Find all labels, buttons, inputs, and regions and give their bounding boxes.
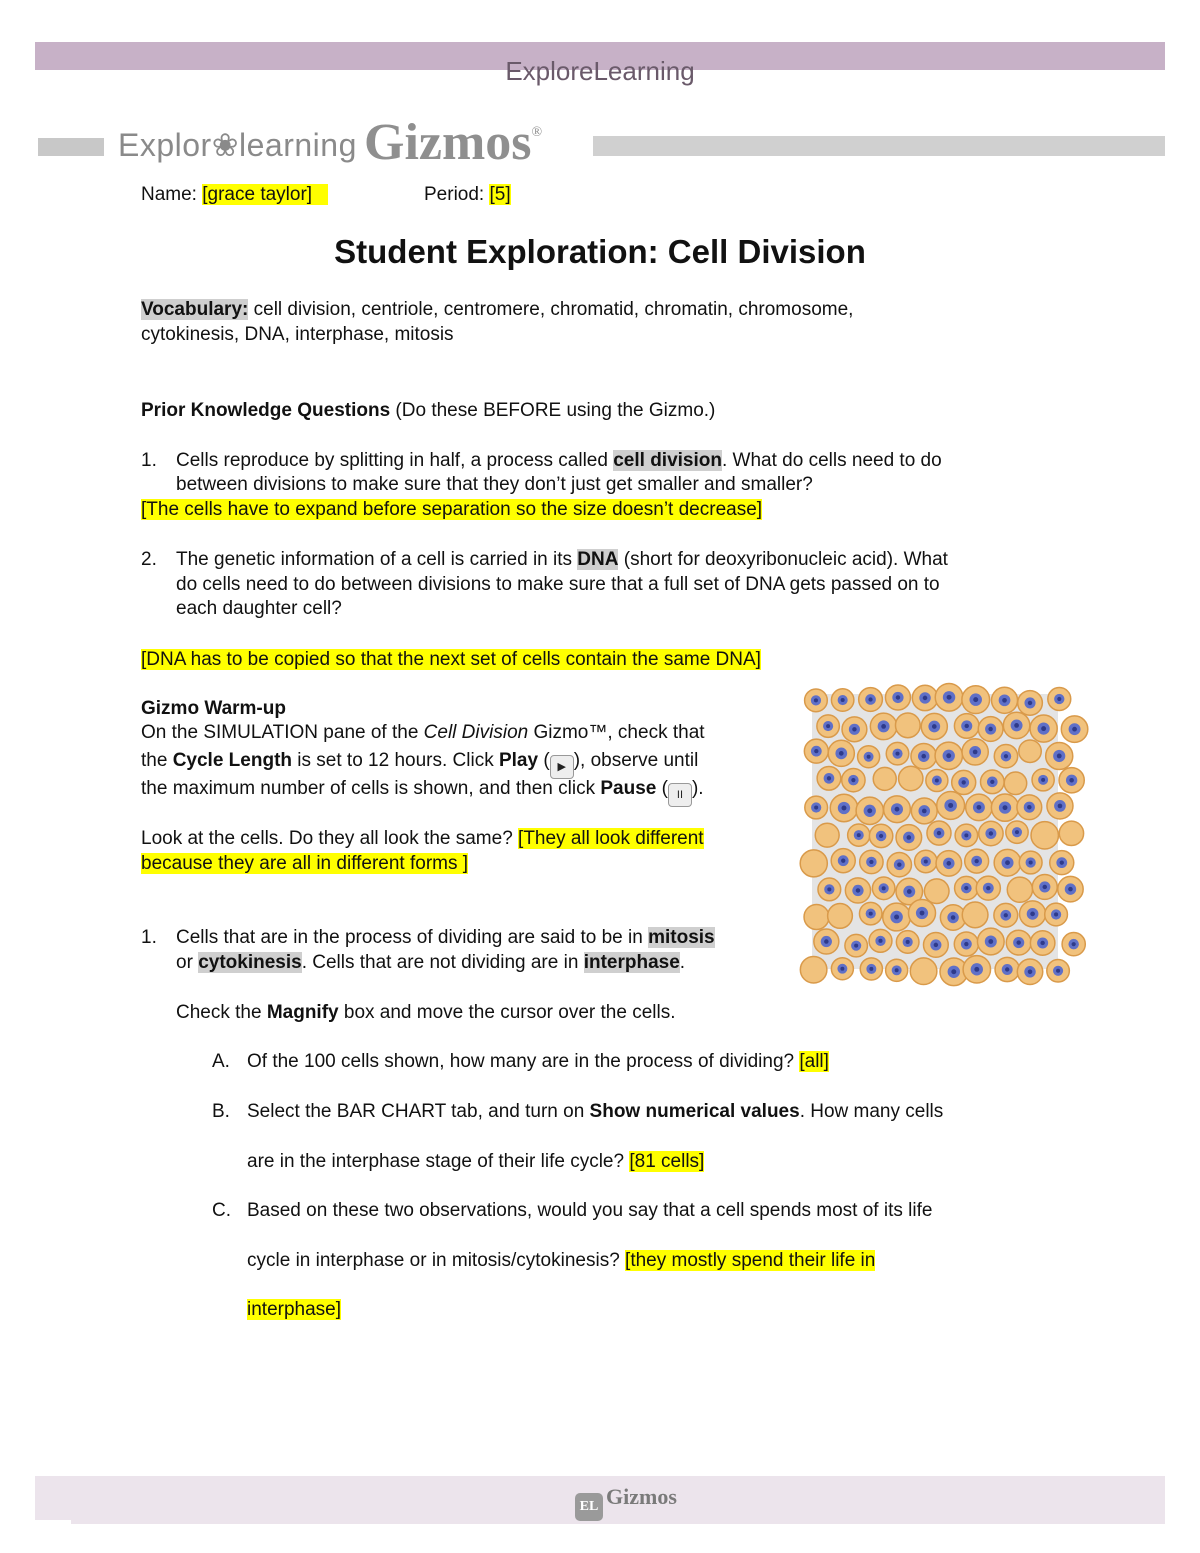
cell: [977, 928, 1004, 955]
term-mitosis: mitosis: [648, 927, 715, 948]
sub-c-line-1: Based on these two observations, would you say that a cell spends most of its life: [247, 1200, 933, 1221]
sub-c-line-2: [247, 1248, 875, 1273]
vocabulary-terms-2: cytokinesis, DNA, interphase, mitosis: [141, 324, 454, 345]
cell: [921, 713, 947, 739]
cell: [1058, 876, 1083, 901]
cell: [1017, 795, 1042, 820]
cell: [965, 849, 989, 873]
logo-right-bar: [593, 136, 1165, 156]
cell: [1019, 851, 1042, 874]
sub-a-label: A.: [212, 1051, 230, 1072]
cell: [1006, 930, 1031, 955]
vocabulary-terms-1: cell division, centriole, centromere, chromatid, chromatin, chromosome,: [248, 299, 854, 320]
term-cell-division: cell division: [613, 450, 722, 471]
cell: [830, 794, 857, 821]
pk-q2-number: 2.: [141, 549, 157, 570]
cell: [805, 689, 828, 712]
cell: [817, 715, 839, 737]
cell: [954, 932, 978, 956]
sub-b-answer: [81 cells]: [629, 1151, 705, 1172]
explorelearning-logo: Explor❀learning: [118, 127, 357, 163]
warmup-line-1: [141, 720, 705, 745]
cell: [842, 717, 867, 742]
warmup-l2-b: is set to 12 hours. Click: [292, 750, 499, 771]
look-answer-1: [They all look different: [518, 828, 704, 849]
top-banner: [35, 42, 1165, 86]
pk-q2-text-b: (short for deoxyribonucleic acid). What: [618, 549, 948, 570]
footer-gizmos-logo: [575, 1484, 677, 1521]
mitosis-q-line-2: [176, 950, 685, 975]
cell: [869, 824, 892, 847]
cell: [927, 821, 951, 845]
cell: [1020, 901, 1046, 927]
cell: [991, 794, 1018, 821]
gizmos-logo-text: Gizmos: [364, 114, 532, 171]
cell: [995, 957, 1019, 981]
cell: [955, 824, 978, 847]
cell: [963, 956, 990, 983]
cell: [1032, 769, 1054, 791]
pk-q1-number: 1.: [141, 450, 157, 471]
cell: [1047, 793, 1073, 819]
cell: [885, 685, 910, 710]
sub-a-answer: [all]: [799, 1051, 829, 1072]
term-dna: DNA: [577, 549, 619, 570]
cell: [994, 849, 1021, 876]
cell: [1030, 715, 1057, 742]
cell: [872, 877, 895, 900]
cell: [962, 739, 988, 765]
cell: [1031, 822, 1058, 849]
prior-knowledge-subtitle: (Do these BEFORE using the Gizmo.): [390, 400, 716, 421]
cell: [1006, 821, 1028, 843]
cell: [911, 798, 937, 824]
term-cytokinesis: cytokinesis: [198, 952, 302, 973]
cell: [842, 768, 865, 791]
cell: [915, 850, 938, 873]
cell: [994, 903, 1018, 927]
warmup-gizmo-name: Cell Division: [423, 722, 529, 743]
name-line: [141, 182, 328, 207]
cell: [856, 797, 883, 824]
cell: [887, 853, 911, 877]
cell: [886, 959, 908, 981]
sub-a-line: [247, 1049, 829, 1074]
cell: [870, 713, 897, 740]
look-question-line-2: [141, 851, 468, 876]
cell: [926, 769, 948, 791]
cell: [886, 742, 909, 765]
cell: [1059, 821, 1083, 845]
warmup-l3-c: ).: [691, 778, 704, 799]
cell: [924, 879, 949, 904]
explorelearning-mark-icon: EL: [575, 1493, 603, 1521]
warmup-heading: [141, 696, 286, 721]
cell: [896, 825, 922, 851]
pk-q2-line-2: do cells need to do between divisions to make sure that a full set of DNA gets passed on to: [176, 574, 940, 595]
period-line: [424, 182, 511, 207]
cell: [1032, 874, 1057, 899]
warmup-l2-d: ), observe until: [573, 750, 699, 771]
sub-b-line-1: [247, 1099, 943, 1124]
sub-b-text-a: Select the BAR CHART tab, and turn on: [247, 1101, 590, 1122]
pk-q1-text-a: Cells reproduce by splitting in half, a process called: [176, 450, 614, 471]
mitosis-q-line-1: [176, 925, 715, 950]
cell: [1017, 959, 1042, 984]
sub-c-answer-2: interphase]: [247, 1299, 342, 1320]
registered-mark: ®: [531, 125, 543, 140]
term-cycle-length: Cycle Length: [172, 750, 293, 771]
term-pause: Pause: [600, 778, 657, 799]
cell: [805, 796, 828, 819]
page-title: Student Exploration: Cell Division: [334, 233, 866, 270]
cell: [980, 770, 1004, 794]
cell: [962, 686, 990, 714]
cell: [896, 931, 919, 954]
sub-b-text-b: . How many cells: [799, 1101, 944, 1122]
mitosis-q-text-b: or: [176, 952, 199, 973]
cell: [831, 958, 853, 980]
sub-a-text: Of the 100 cells shown, how many are in the process of dividing?: [247, 1051, 800, 1072]
warmup-l1-a: On the SIMULATION pane of the: [141, 722, 424, 743]
gizmos-logo: [364, 113, 542, 172]
term-show-numerical-values: Show numerical values: [589, 1101, 800, 1122]
warmup-line-2: [141, 748, 698, 779]
cell: [814, 929, 839, 954]
prior-knowledge-heading: [141, 398, 715, 423]
pk-q2-answer-line: [141, 647, 761, 672]
name-value: [grace taylor]: [202, 184, 328, 205]
cell: [859, 902, 882, 925]
cell: [884, 796, 911, 823]
mitosis-q-text-a: Cells that are in the process of dividing are said to be in: [176, 927, 649, 948]
cell: [908, 899, 935, 926]
sub-c-line-3: [247, 1297, 341, 1322]
sub-c-answer-1: [they mostly spend their life in: [625, 1250, 876, 1271]
cell: [1018, 691, 1043, 716]
prior-knowledge-title: Prior Knowledge Questions: [141, 400, 391, 421]
cell: [1050, 851, 1074, 875]
cell: [910, 958, 937, 985]
cell: [966, 794, 993, 821]
cell: [828, 740, 854, 766]
pk-q2-line-3: each daughter cell?: [176, 598, 342, 619]
pk-q1-line-1: [176, 448, 942, 473]
period-label: Period:: [424, 184, 485, 205]
cell: [800, 850, 827, 877]
pk-q1-line-2: between divisions to make sure that they don’t just get smaller and smaller?: [176, 474, 813, 495]
sub-b-label: B.: [212, 1101, 230, 1122]
cell-division-image: [812, 694, 1058, 969]
pk-q1-text-b: . What do cells need to do: [722, 450, 942, 471]
cell: [1045, 903, 1068, 926]
cell: [1019, 740, 1041, 762]
cell: [911, 743, 937, 769]
cell: [1003, 712, 1029, 738]
magnify-line: [176, 1000, 676, 1025]
warmup-l3-a: the maximum number of cells is shown, and then click: [141, 778, 601, 799]
cell: [848, 824, 870, 846]
cell: [976, 876, 1000, 900]
cell: [1061, 716, 1087, 742]
look-question: Look at the cells. Do they all look the same?: [141, 828, 519, 849]
cell: [962, 902, 988, 928]
footer-edge: [35, 1520, 71, 1532]
pk-q2-line-1: [176, 547, 948, 572]
cell: [858, 746, 880, 768]
cell: [859, 688, 883, 712]
pk-q2-answer: [DNA has to be copied so that the next set of cells contain the same DNA]: [141, 649, 761, 670]
warmup-l3-b: (: [656, 778, 668, 799]
cell: [831, 849, 855, 873]
cell: [1030, 931, 1055, 956]
look-question-line-1: [141, 826, 704, 851]
warmup-l1-b: Gizmo™, check that: [528, 722, 705, 743]
cell: [937, 792, 965, 820]
cell: [1048, 688, 1071, 711]
pk-q1-answer-line: [141, 497, 762, 522]
mitosis-q-text-c: . Cells that are not dividing are in: [301, 952, 584, 973]
cell: [845, 878, 870, 903]
cell: [873, 767, 896, 790]
sub-b-line-2: [247, 1149, 704, 1174]
period-value: [5]: [489, 184, 511, 205]
cell: [979, 821, 1003, 845]
vocabulary-line-1: [141, 297, 853, 322]
cell: [804, 739, 828, 763]
mitosis-q-text-d: .: [679, 952, 686, 973]
top-banner-text: ExploreLearning: [505, 56, 695, 86]
cell: [952, 770, 976, 794]
cell: [818, 878, 841, 901]
pk-q2-text-a: The genetic information of a cell is carried in its: [176, 549, 578, 570]
cell: [912, 685, 937, 710]
cell: [935, 683, 963, 711]
cell: [1004, 772, 1026, 794]
cell: [815, 823, 839, 847]
cell: [828, 904, 853, 929]
warmup-l2-c: (: [538, 750, 550, 771]
cell: [899, 766, 923, 790]
cell: [1059, 768, 1084, 793]
cells-illustration: [812, 694, 1058, 969]
sub-b-text-c: are in the interphase stage of their life cycle?: [247, 1151, 630, 1172]
cell: [860, 958, 882, 980]
cell: [994, 745, 1017, 768]
pk-q1-answer: [The cells have to expand before separation so the size doesn’t decrease]: [141, 499, 763, 520]
cell: [936, 851, 962, 877]
cell: [954, 714, 979, 739]
cell: [1047, 960, 1070, 983]
cell: [991, 687, 1017, 713]
term-play: Play: [498, 750, 539, 771]
term-magnify: Magnify: [266, 1002, 339, 1023]
logo-left-bar: [38, 138, 104, 156]
cell: [1062, 933, 1085, 956]
warmup-line-3: [141, 776, 704, 807]
pause-icon: II: [668, 783, 692, 807]
name-label: Name:: [141, 184, 197, 205]
magnify-text-b: box and move the cursor over the cells.: [338, 1002, 676, 1023]
cell: [804, 904, 829, 929]
sub-c-label: C.: [212, 1200, 231, 1221]
cell: [869, 929, 892, 952]
cell: [817, 766, 841, 790]
vocabulary-label: Vocabulary:: [141, 299, 249, 320]
cell: [860, 850, 883, 873]
cell: [1046, 742, 1073, 769]
sub-c-text: cycle in interphase or in mitosis/cytokinesis?: [247, 1250, 626, 1271]
cell: [978, 717, 1003, 742]
footer-logo-text: Gizmos: [606, 1484, 677, 1509]
look-answer-2: because they are all in different forms ]: [141, 853, 469, 874]
cell: [800, 956, 827, 983]
warmup-l2-a: the: [141, 750, 173, 771]
mitosis-q-number: 1.: [141, 927, 157, 948]
term-interphase: interphase: [583, 952, 680, 973]
cell: [923, 933, 948, 958]
cell: [1007, 877, 1032, 902]
warmup-title: Gizmo Warm-up: [141, 698, 286, 719]
play-icon: ▶: [550, 755, 574, 779]
cell: [883, 903, 911, 931]
cell: [895, 713, 920, 738]
cell: [831, 689, 853, 711]
cell: [955, 876, 978, 899]
cell: [845, 934, 868, 957]
magnify-text-a: Check the: [176, 1002, 267, 1023]
cell: [935, 742, 962, 769]
